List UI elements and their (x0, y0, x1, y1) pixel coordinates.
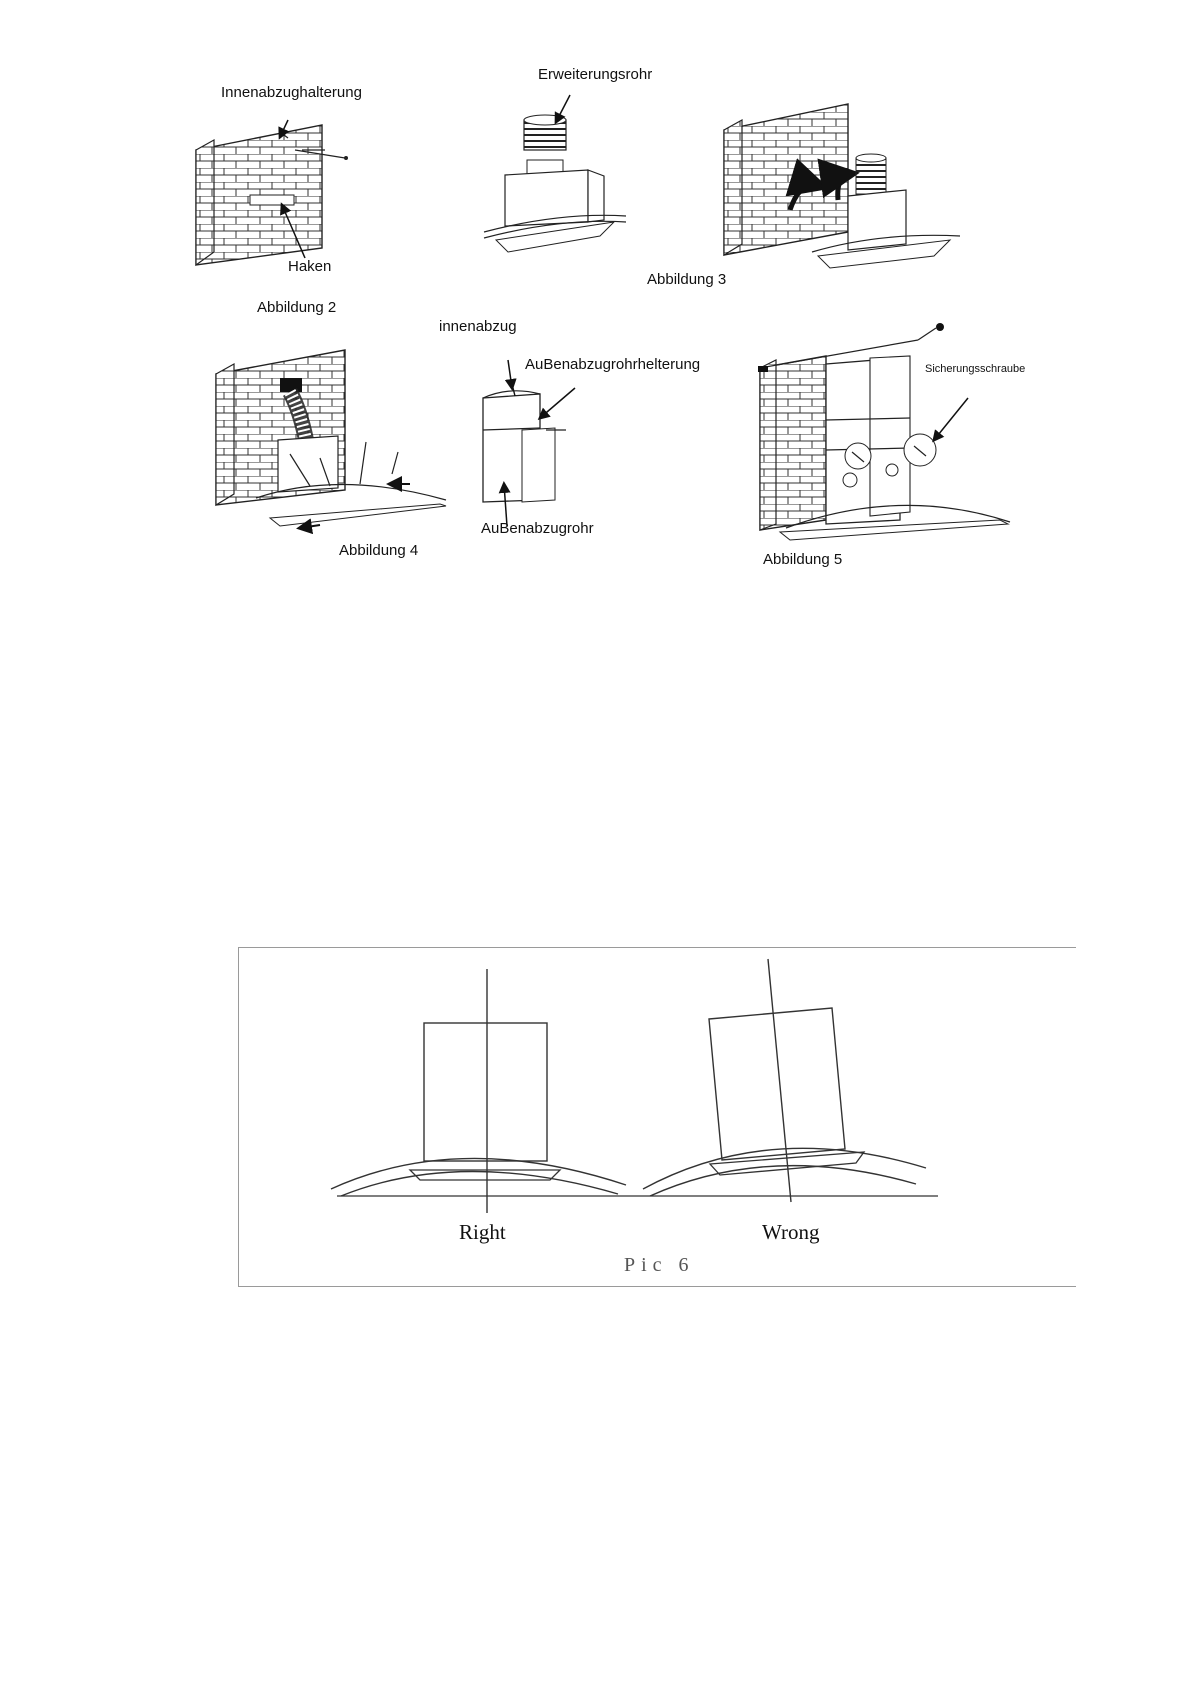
label-sicherungsschraube: Sicherungsschraube (925, 363, 1026, 375)
figure-2-wall-illustration (196, 120, 348, 265)
caption-abbildung-5: Abbildung 5 (763, 551, 843, 568)
pic6-right-label: Right (459, 1220, 506, 1244)
figure-4-hood-installation-illustration (216, 350, 575, 528)
label-aussenabzugrohrhalterung: AuBenabzugrohrhelterung (525, 356, 701, 373)
caption-abbildung-4: Abbildung 4 (339, 542, 419, 559)
label-haken: Haken (288, 258, 332, 275)
caption-abbildung-2: Abbildung 2 (257, 299, 337, 316)
pic6-wrong-label: Wrong (762, 1220, 820, 1244)
figure-5-finished-installation-illustration (758, 323, 1010, 540)
caption-abbildung-3: Abbildung 3 (647, 271, 727, 288)
label-innenabzug: innenabzug (439, 318, 517, 335)
installation-figures-top (0, 0, 1191, 600)
label-erweiterungsrohr: Erweiterungsrohr (538, 66, 653, 83)
pic6-panel-frame (238, 947, 1076, 1287)
label-innenabzughalterung: Innenabzughalterung (221, 84, 362, 101)
figure-3-wall-mounting-illustration (724, 104, 960, 268)
label-aussenabzugrohr: AuBenabzugrohr (481, 520, 594, 537)
figure-3-hood-extension-illustration (484, 95, 626, 252)
pic6-caption: Pic 6 (624, 1254, 695, 1276)
